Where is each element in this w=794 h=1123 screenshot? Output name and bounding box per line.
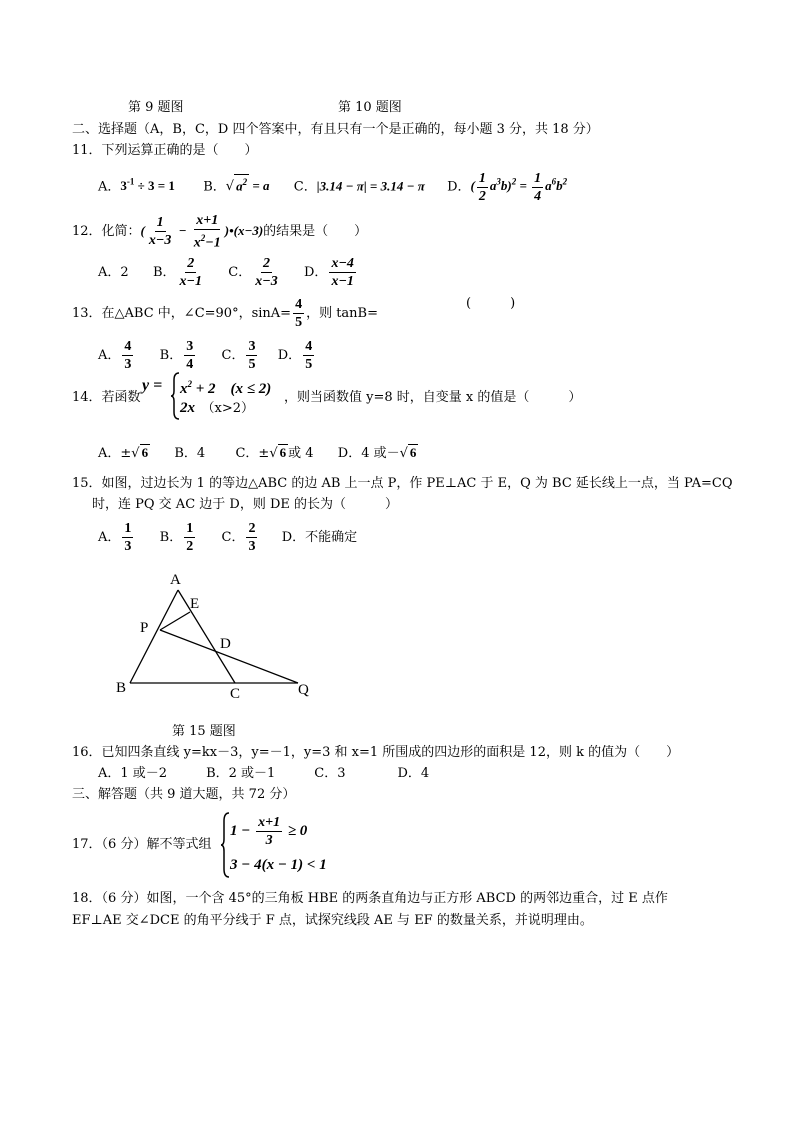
q13-stem-b: ，则 tanB= [306,306,378,321]
q15-c-label: C． [221,530,245,545]
q15-line1: 15．如图，过边长为 1 的等边△ABC 的边 AB 上一点 P，作 PE⊥AC 于 E，Q 为 BC 延长线上一点，当 PA=CQ [72,476,733,491]
q12-d-label: D． [304,265,328,280]
q14-c-post: 或 4 [288,446,314,461]
fig10-caption: 第 10 题图 [338,100,402,115]
q11-d-label: D． [447,179,471,195]
section2-heading: 二、选择题（A，B，C，D 四个答案中，有且只有一个是正确的，每小题 3 分，共 18 分） [72,122,599,137]
q15-a-label: A． [98,530,121,545]
q14-options: A．±√ 6 B．4 C．±√ 6 或 4 D．4 或－√ 6 [98,445,417,461]
q13-options: A． $\frac{4}{3}$ B． $\frac{3}{4}$ C． $\frac{3}{5}$ D． $\frac{4}{5}$ [98,339,313,372]
q12-stem: 12．化简：( $\frac{1}{x-3}$ − $\frac{x+1}{x^2-1}$ )•(x−3)的结果是（ ） [72,213,368,251]
label-P: P [140,620,149,636]
q14-d-pre: D．4 或－ [337,446,400,461]
q13-blank: ( ) [466,296,516,311]
q17-brace [220,812,230,878]
label-A: A [170,572,181,588]
q15-figure [110,568,320,700]
q16-stem: 16．已知四条直线 y=kx－3，y=－1，y=3 和 x=1 所围成的四边形的面积是 12，则 k 的值为（ ） [72,745,680,760]
q12-b-label: B． [152,265,176,280]
q15-d: D．不能确定 [281,530,358,545]
q12-a: A．2 [98,265,129,280]
q15-caption: 第 15 题图 [172,724,236,739]
q15-options: A． $\frac{1}{3}$ B． $\frac{1}{2}$ C． $\frac{2}{3}$ D．不能确定 [98,521,358,554]
label-E: E [190,596,200,612]
section3-heading: 三、解答题（共 9 道大题，共 72 分） [72,787,296,802]
q13-stem: 13．在△ABC 中，∠C=90°，sinA= $\frac{4}{5}$ ，则 tanB= [72,297,378,330]
q16-options: A．1 或－2 B．2 或－1 C．3 D．4 [98,766,430,781]
q13-c-label: C． [221,348,245,363]
q12-c-label: C． [228,265,252,280]
q14-lead: 14．若函数 [72,390,141,405]
q13-b-label: B． [159,348,183,363]
q12-tail: 的结果是（ ） [263,223,368,239]
q14-b: B．4 [174,446,206,461]
seg-AB [130,590,178,683]
q13-stem-a: 13．在△ABC 中，∠C=90°，sinA= [72,306,292,321]
q13-d-label: D． [277,348,302,363]
q14-case2-cond: （x>2） [208,401,255,416]
q17-ineq2: 3 − 4(x − 1) < 1 [230,857,327,873]
label-C: C [230,686,241,700]
q14-a-pre: A．± [98,446,132,461]
label-B: B [116,680,127,696]
q14-brace [170,372,180,420]
q13-a-label: A． [98,348,121,363]
q14-y-eq: y = [142,377,163,394]
q18-line2: EF⊥AE 交∠DCE 的角平分线于 F 点，试探究线段 AE 与 EF 的数量关系，并说明理由。 [72,913,593,928]
q15-b-label: B． [159,530,183,545]
q11-b-label: B． [203,179,226,195]
q14-c-pre: C．± [235,446,270,461]
label-Q: Q [298,682,309,698]
q18-line1: 18．（6 分）如图，一个含 45°的三角板 HBE 的两条直角边与正方形 ABCD 的两邻边重合，过 E 点作 [72,891,668,906]
seg-PE [160,612,190,630]
q14-case2: 2x （x>2） [180,400,255,416]
q11-a-label: A． [98,179,121,195]
q12-lead: 12．化简： [72,223,141,239]
q15-line2: 时，连 PQ 交 AC 边于 D，则 DE 的长为（ ） [92,497,399,512]
q14-tail: ，则当函数值 y=8 时，自变量 x 的值是（ ） [284,390,582,405]
q17-ineq1: 1 − $\frac{x+1}{3}$ ≥ 0 [230,815,308,848]
q14-case1: $x^2 + 2$ (x ≤ 2) [180,379,272,397]
q11-options: A．$3^{-1} \div 3 = 1$ B．√ $a^2 = a$ C．|3.14 − π| = 3.14 − π D．( $\frac{1}{2}$ $a^3b)^2$ = $\frac{1}{4}$ $a^6b^2$ [98,171,568,204]
fig9-caption: 第 9 题图 [128,100,184,115]
q12-options: A．2 B． $\frac{2}{x-1}$ C． $\frac{2}{x-3}$ D． $\frac{x-4}{x-1}$ [98,256,354,289]
label-D: D [220,636,231,652]
q11-c-label: C． [293,179,317,195]
q11-stem: 11．下列运算正确的是（ ） [72,143,258,158]
q17-lead: 17．（6 分）解不等式组 [72,837,212,852]
